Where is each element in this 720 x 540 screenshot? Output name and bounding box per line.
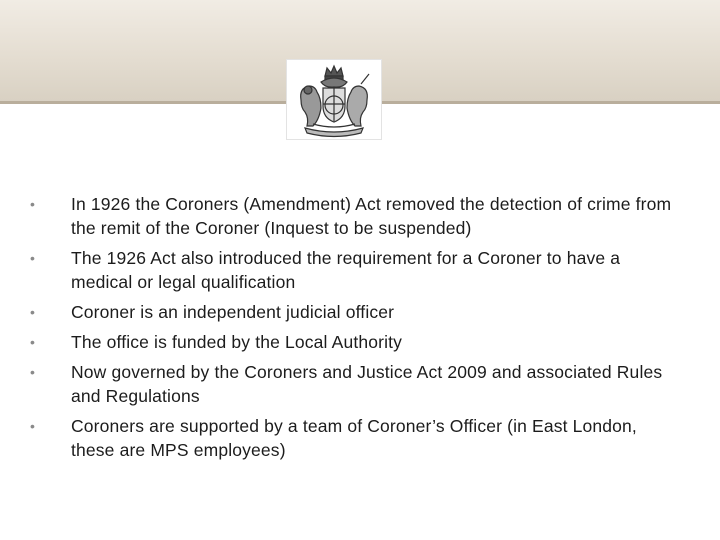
list-item	[24, 300, 684, 324]
list-item	[24, 330, 684, 354]
bullet-text: Now governed by the Coroners and Justice Act 2009 and associated Rules and Regulations	[71, 362, 663, 406]
bullet-text: The 1926 Act also introduced the requirement for a Coroner to have a medical or legal qualification	[71, 248, 621, 292]
bullet-icon: •	[30, 196, 36, 212]
bullet-icon: •	[30, 334, 36, 350]
bullet-text: The office is funded by the Local Authority	[71, 332, 403, 352]
bullet-icon: •	[30, 304, 36, 320]
list-item	[24, 192, 684, 240]
bullet-icon: •	[30, 364, 36, 380]
list-item	[24, 414, 684, 462]
list-item	[24, 246, 684, 294]
bullet-text: Coroners are supported by a team of Coroner’s Officer (in East London, these are MPS employees)	[71, 416, 637, 460]
bullet-list	[24, 192, 684, 468]
bullet-icon: •	[30, 250, 36, 266]
royal-coat-of-arms-icon	[286, 59, 382, 140]
bullet-text: In 1926 the Coroners (Amendment) Act removed the detection of crime from the remit of the Coroner (Inquest to be suspended)	[71, 194, 672, 238]
bullet-text: Coroner is an independent judicial officer	[71, 302, 395, 322]
bullet-icon: •	[30, 418, 36, 434]
list-item	[24, 360, 684, 408]
